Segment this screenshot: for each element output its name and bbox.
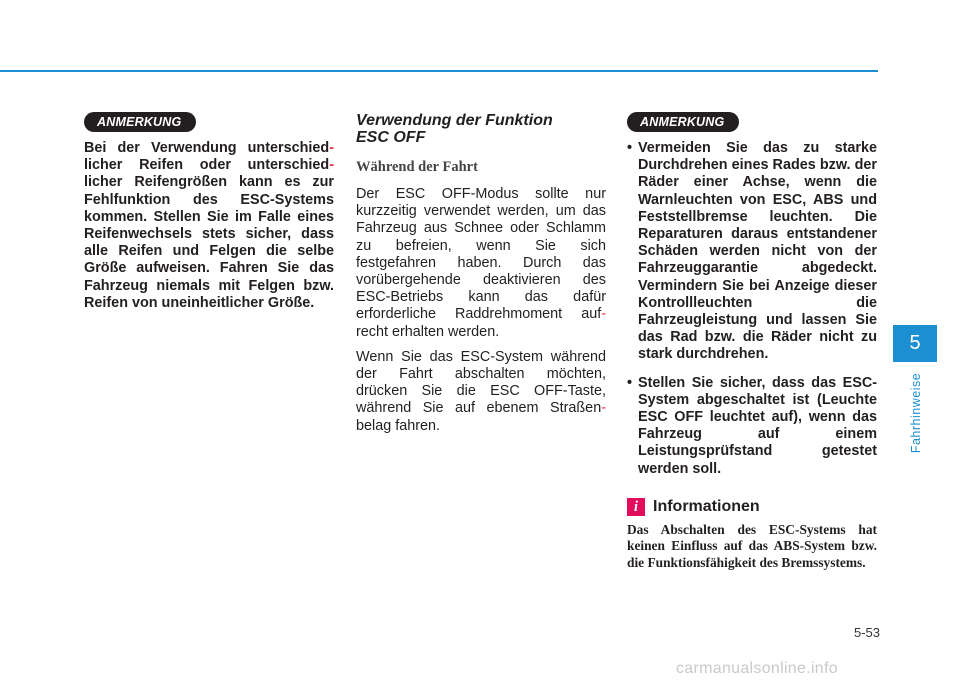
header-rule [0,70,878,72]
left-note [84,112,334,312]
info-text: Das Abschalten des ESC-Systems hat keinen Einfluss auf das ABS-System bzw. die Funktionsfähigkeit des Bremssystems. [627,521,877,570]
list-item: • Stellen Sie sicher, dass das ESC-System abgeschaltet ist (Leuchte ESC OFF leuchtet auf), wenn das Fahrzeug auf einem Leistungsprüfstand getestet werden soll. [627,374,877,477]
note-text: Bei der Verwendung unterschied- licher Reifen oder unterschied- licher Reifengrößen kann es zur Fehlfunktion des ESC-Systems kommen. Stellen Sie im Falle eines Reifenwechsels stets sicher, dass alle Reifen und Felgen die selbe Größe aufweisen. Fahren Sie das Fahrzeug niemals mit Felgen bzw. Reifen von uneinheitlicher Größe. [84,140,334,311]
chapter-label: Fahrhinweise [909,372,923,454]
note-bullets [627,140,877,478]
esc-off-section [356,112,606,443]
note-badge: ANMERKUNG [627,112,739,132]
page-number: 5-53 [853,625,880,640]
info-header [627,498,877,516]
paragraph-1: Der ESC OFF-Modus sollte nur kurzzeitig verwendet werden, um das Fahrzeug aus Schnee oder Schlamm zu befreien, wenn Sie sich festgefahren haben. Durch das vorübergehende deaktivieren des ESC-Betriebs kann das dafür erforderliche Raddrehmoment auf- recht erhalten werden. [356,186,606,340]
right-note [627,112,877,571]
paragraph-2: Wenn Sie das ESC-System während der Fahrt abschalten möchten, drücken Sie die ESC OFF-Taste, während Sie auf ebenem Straßen- belag fahren. [356,348,606,434]
info-icon: i [627,498,645,516]
info-title: Informationen [653,497,760,515]
bullet-icon: • [627,140,633,156]
chapter-number: 5 [893,325,937,362]
section-subtitle: Während der Fahrt [356,159,478,175]
bullet-icon: • [627,374,633,391]
list-item: • Vermeiden Sie das zu starke Durchdrehen eines Rades bzw. der Räder einer Achse, wenn die Warnleuchten von ESC, ABS und Feststellbremse leuchten. Die Reparaturen daraus entstandener Schäden werden nicht von der Fahrzeuggarantie abgedeckt. Vermindern Sie bei Anzeige dieser Kontrollleuchten die Fahrzeugleistung und lassen Sie das Rad bzw. die Räder nicht zu stark durchdrehen. [627,140,877,363]
section-title: Verwendung der Funktion ESC OFF [356,112,553,146]
note-badge: ANMERKUNG [84,112,196,132]
watermark: carmanualsonline.info [676,660,838,677]
